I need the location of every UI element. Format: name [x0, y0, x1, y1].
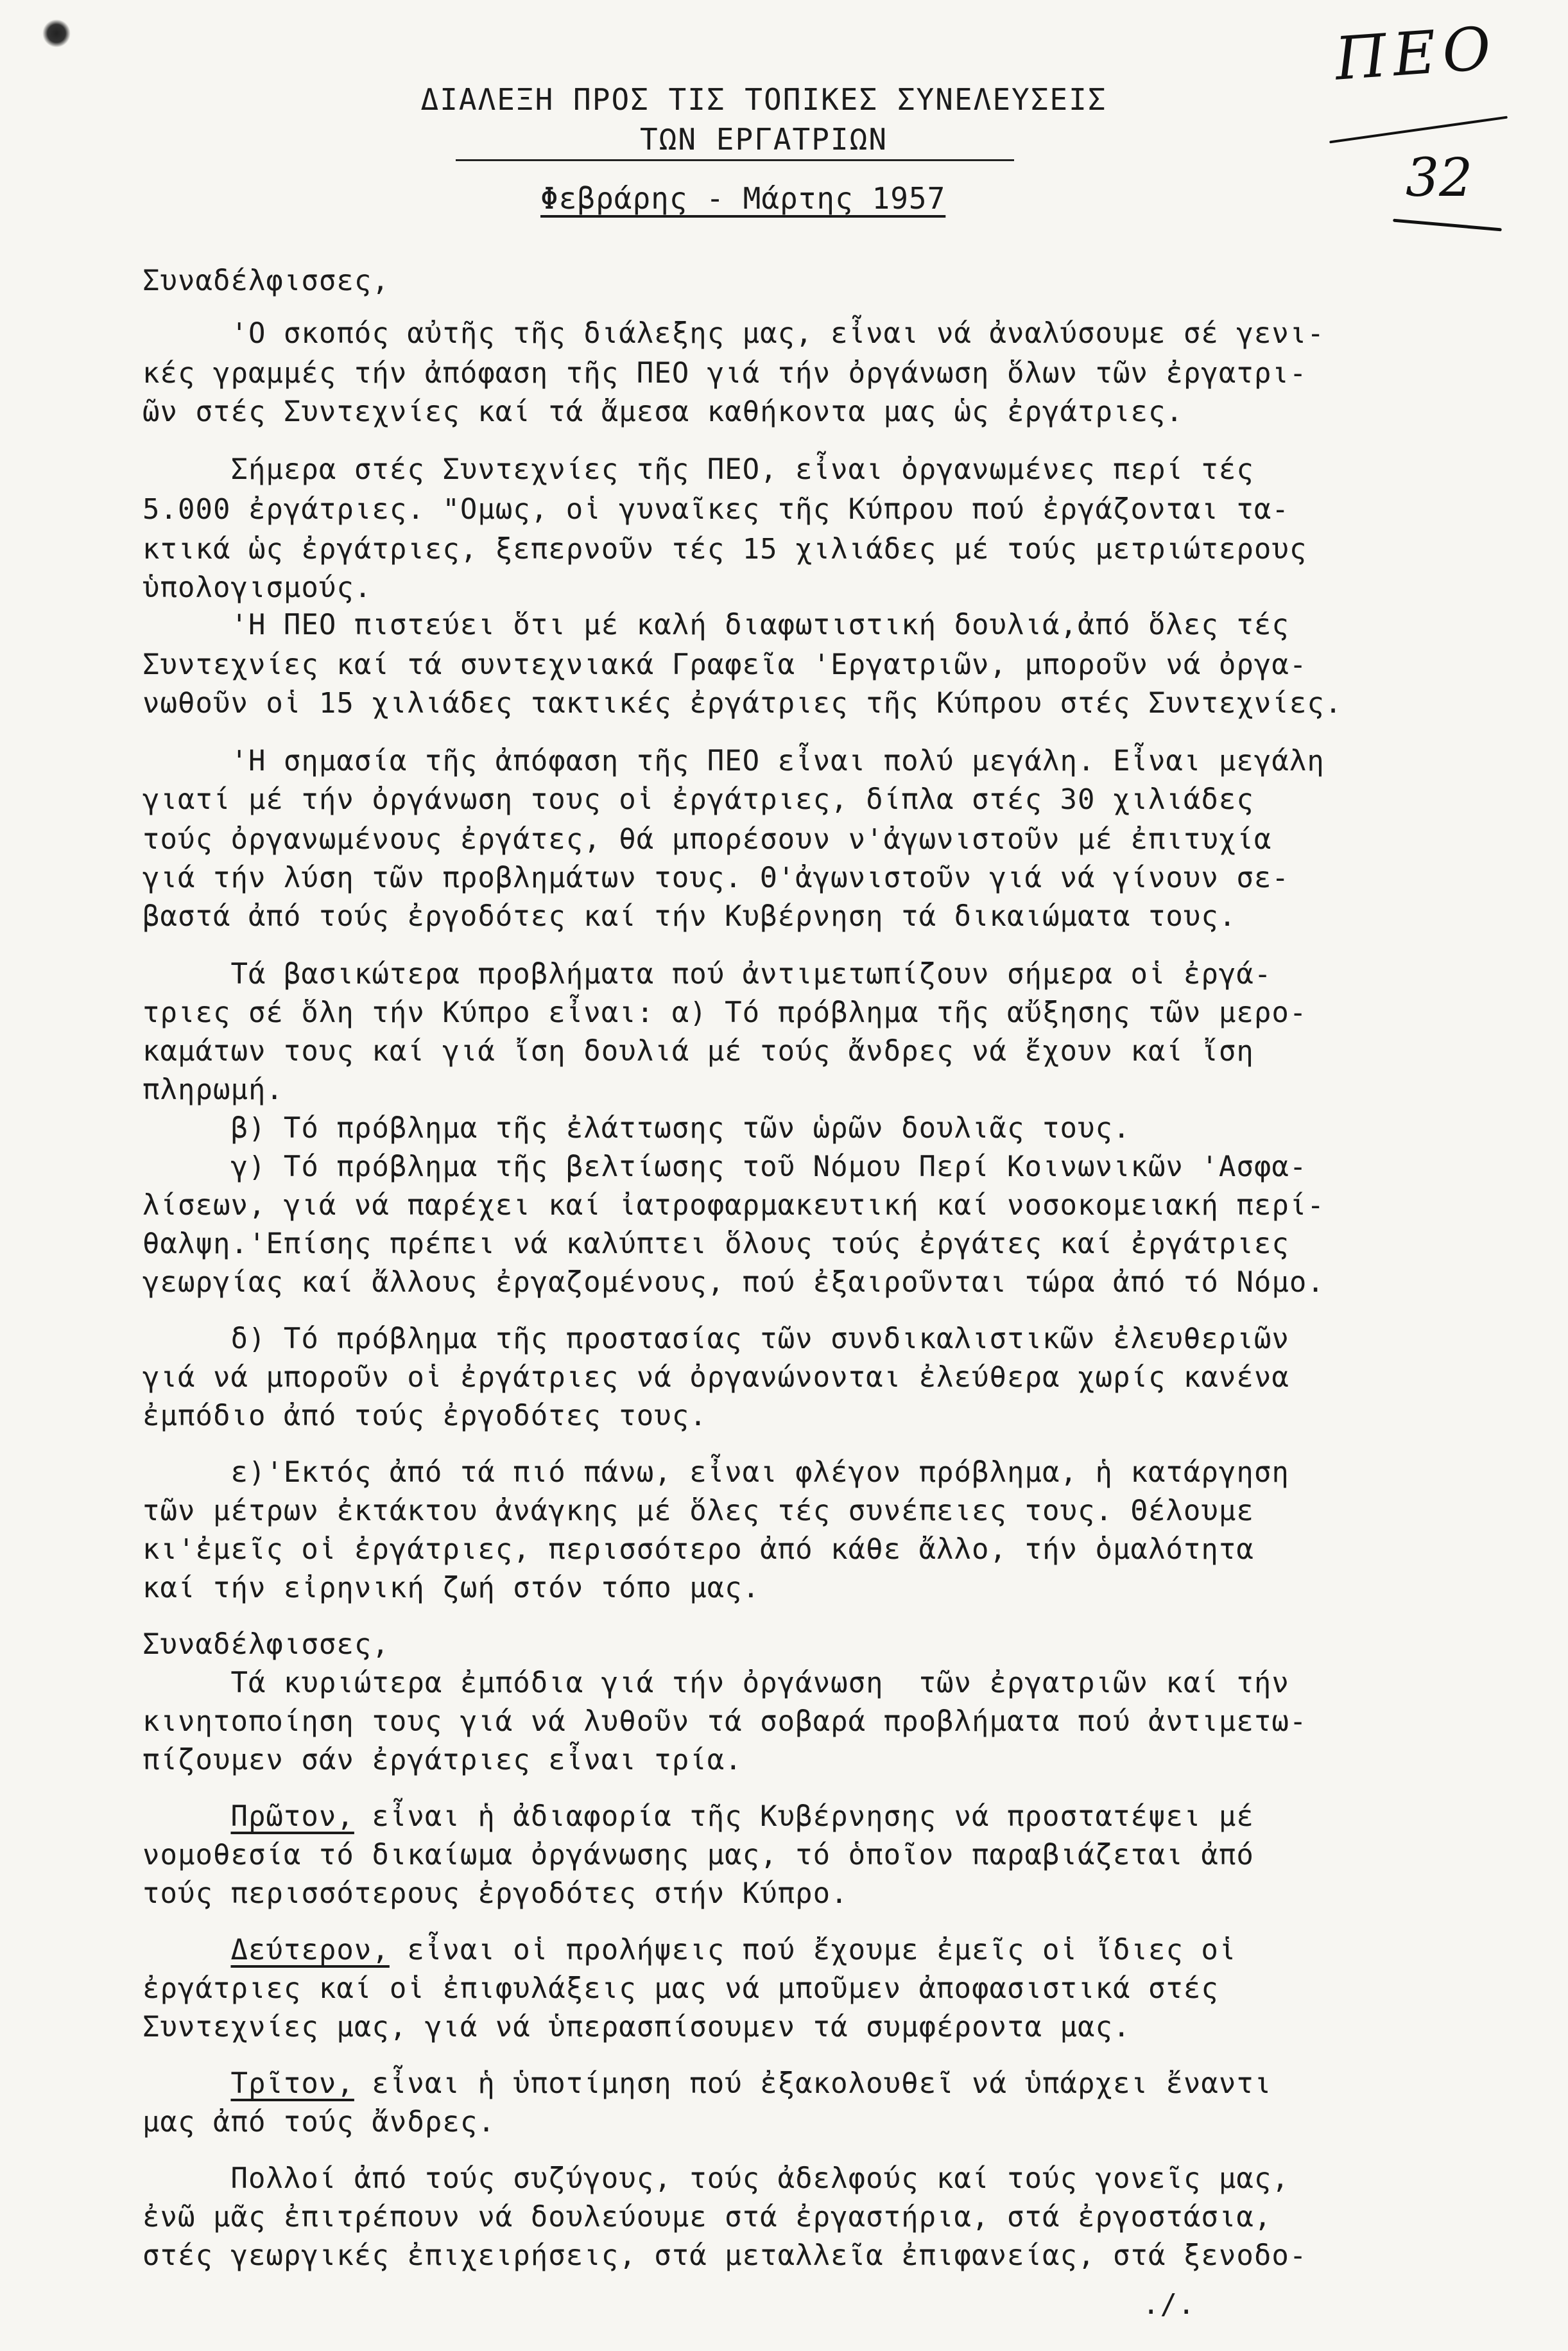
text-line: καί τήν εἰρηνική ζωή στόν τόπο μας.: [142, 1572, 761, 1604]
underlined-term: Δεύτερον,: [230, 1934, 390, 1966]
text-line: στές γεωργικές ἐπιχειρήσεις, στά μεταλλεῖα ἐπιφανείας, στά ξενοδο-: [142, 2239, 1307, 2272]
text-line: Τρῖτον, εἶναι ἡ ὑποτίμηση πού ἐξακολουθεῖ νά ὑπάρχει ἔναντι: [230, 2067, 1272, 2100]
handwritten-stroke: [1393, 219, 1502, 232]
title-underline: [456, 159, 1014, 161]
text-line: β) Τό πρόβλημα τῆς ἐλάττωσης τῶν ὡρῶν δουλιᾶς τους.: [142, 1112, 1131, 1145]
text-line: πληρωμή.: [142, 1073, 284, 1106]
underlined-term: Πρῶτον,: [230, 1800, 354, 1833]
text-line: τούς ὀργανωμένους ἐργάτες, θά μπορέσουν ν'ἀγωνιστοῦν μέ ἐπιτυχία: [142, 823, 1272, 856]
text-line: γεωργίας καί ἄλλους ἐργαζομένους, πού ἐξαιροῦνται τώρα ἀπό τό Νόμο.: [142, 1266, 1325, 1299]
text-line: Συντεχνίες μας, γιά νά ὑπερασπίσουμεν τά συμφέροντα μας.: [142, 2011, 1131, 2043]
document-date: Φεβράρης - Μάρτης 1957: [540, 181, 946, 216]
text-line: γιά τήν λύση τῶν προβλημάτων τους. Θ'ἀγωνιστοῦν γιά νά γίνουν σε-: [142, 862, 1289, 894]
text-line: κι'ἐμεῖς οἱ ἐργάτριες, περισσότερο ἀπό κάθε ἄλλο, τήν ὁμαλότητα: [142, 1533, 1254, 1566]
text-line: κινητοποίηση τους γιά νά λυθοῦν τά σοβαρά προβλήματα πού ἀντιμετω-: [142, 1705, 1307, 1738]
text-line: Συντεχνίες καί τά συντεχνιακά Γραφεῖα 'Εργατριῶν, μποροῦν νά ὀργα-: [142, 648, 1307, 681]
text-line: Τά κυριώτερα ἐμπόδια γιά τήν ὀργάνωση τῶν ἐργατριῶν καί τήν: [142, 1667, 1289, 1699]
text-line: λίσεων, γιά νά παρέχει καί ἰατροφαρμακευτική καί νοσοκομειακή περί-: [142, 1189, 1325, 1222]
continuation-mark: ./.: [1142, 2288, 1196, 2321]
ink-blot-mark: [42, 19, 71, 48]
text-line: νωθοῦν οἱ 15 χιλιάδες τακτικές ἐργάτριες τῆς Κύπρου στές Συντεχνίες.: [142, 687, 1343, 720]
text-line: ε)'Εκτός ἀπό τά πιό πάνω, εἶναι φλέγον πρόβλημα, ἡ κατάργηση: [142, 1456, 1289, 1489]
document-title-line-1: ΔΙΑΛΕΞΗ ΠΡΟΣ ΤΙΣ ΤΟΠΙΚΕΣ ΣΥΝΕΛΕΥΣΕΙΣ: [420, 82, 1107, 117]
text-line: ἐργάτριες καί οἱ ἐπιφυλάξεις μας νά μποῦμεν ἀποφασιστικά στές: [142, 1972, 1219, 2005]
text-line: 5.000 ἐργάτριες. "Ομως, οἱ γυναῖκες τῆς Κύπρου πού ἐργάζονται τα-: [142, 493, 1289, 526]
text-line: Συναδέλφισσες,: [142, 265, 390, 297]
text-line: νομοθεσία τό δικαίωμα ὀργάνωσης μας, τό ὁποῖον παραβιάζεται ἀπό: [142, 1839, 1254, 1871]
text-line: γιά νά μποροῦν οἱ ἐργάτριες νά ὀργανώνονται ἐλεύθερα χωρίς κανένα: [142, 1361, 1289, 1394]
document-title-line-2: ΤΩΝ ΕΡΓΑΤΡΙΩΝ: [639, 122, 888, 157]
text-line: Συναδέλφισσες,: [142, 1628, 390, 1661]
text-line: γ) Τό πρόβλημα τῆς βελτίωσης τοῦ Νόμου Περί Κοινωνικῶν 'Ασφα-: [142, 1150, 1307, 1183]
text-line: ἐνῶ μᾶς ἐπιτρέπουν νά δουλεύουμε στά ἐργαστήρια, στά ἐργοστάσια,: [142, 2201, 1272, 2234]
text-line: ῶν στές Συντεχνίες καί τά ἄμεσα καθήκοντα μας ὡς ἐργάτριες.: [142, 395, 1184, 428]
text-line: Πολλοί ἀπό τούς συζύγους, τούς ἀδελφούς καί τούς γονεῖς μας,: [142, 2162, 1289, 2195]
text-line: Σήμερα στές Συντεχνίες τῆς ΠΕΟ, εἶναι ὀργανωμένες περί τές: [142, 453, 1254, 486]
text-line: τούς περισσότερους ἐργοδότες στήν Κύπρο.: [142, 1877, 849, 1910]
text-line: 'Ο σκοπός αὐτῆς τῆς διάλεξης μας, εἶναι νά ἀναλύσουμε σέ γενι-: [142, 317, 1325, 350]
text-line: κτικά ὡς ἐργάτριες, ξεπερνοῦν τές 15 χιλιάδες μέ τούς μετριώτερους: [142, 533, 1307, 566]
text-line: τῶν μέτρων ἐκτάκτου ἀνάγκης μέ ὅλες τές συνέπειες τους. Θέλουμε: [142, 1495, 1254, 1527]
handwritten-stroke: [1329, 116, 1508, 144]
text-line: 'Η ΠΕΟ πιστεύει ὅτι μέ καλή διαφωτιστική δουλιά,ἀπό ὅλες τές: [142, 609, 1289, 641]
underlined-term: Τρῖτον,: [230, 2067, 354, 2100]
text-line: καμάτων τους καί γιά ἴση δουλιά μέ τούς ἄνδρες νά ἔχουν καί ἴση: [142, 1035, 1254, 1068]
handwritten-page-number: 32: [1406, 148, 1473, 209]
text-line: 'Η σημασία τῆς ἀπόφαση τῆς ΠΕΟ εἶναι πολύ μεγάλη. Εἶναι μεγάλη: [142, 745, 1325, 777]
text-line: ὑπολογισμούς.: [142, 571, 372, 604]
text-line: Δεύτερον, εἶναι οἱ προλήψεις πού ἔχουμε ἐμεῖς οἱ ἴδιες οἱ: [230, 1934, 1237, 1966]
text-line: Τά βασικώτερα προβλήματα πού ἀντιμετωπίζουν σήμερα οἱ ἐργά-: [142, 958, 1272, 991]
text-line: γιατί μέ τήν ὀργάνωση τους οἱ ἐργάτριες, δίπλα στές 30 χιλιάδες: [142, 783, 1254, 816]
text-line: Πρῶτον, εἶναι ἡ ἀδιαφορία τῆς Κυβέρνησης νά προστατέψει μέ: [230, 1800, 1254, 1833]
text-line: ἐμπόδιο ἀπό τούς ἐργοδότες τους.: [142, 1400, 707, 1432]
text-line: μας ἀπό τούς ἄνδρες.: [142, 2106, 495, 2138]
text-line: θαλψη.'Επίσης πρέπει νά καλύπτει ὅλους τούς ἐργάτες καί ἐργάτριες: [142, 1228, 1289, 1260]
text-line: κές γραμμές τήν ἀπόφαση τῆς ΠΕΟ γιά τήν ὀργάνωση ὅλων τῶν ἐργατρι-: [142, 357, 1307, 390]
text-line: πίζουμεν σάν ἐργάτριες εἶναι τρία.: [142, 1744, 743, 1776]
text-line: τριες σέ ὅλη τήν Κύπρο εἶναι: α) Τό πρόβλημα τῆς αὔξησης τῶν μερο-: [142, 996, 1307, 1029]
text-line: δ) Τό πρόβλημα τῆς προστασίας τῶν συνδικαλιστικῶν ἐλευθεριῶν: [142, 1323, 1289, 1355]
handwritten-reference: ΠΕΟ: [1332, 13, 1500, 94]
text-line: βαστά ἀπό τούς ἐργοδότες καί τήν Κυβέρνηση τά δικαιώματα τους.: [142, 900, 1237, 933]
